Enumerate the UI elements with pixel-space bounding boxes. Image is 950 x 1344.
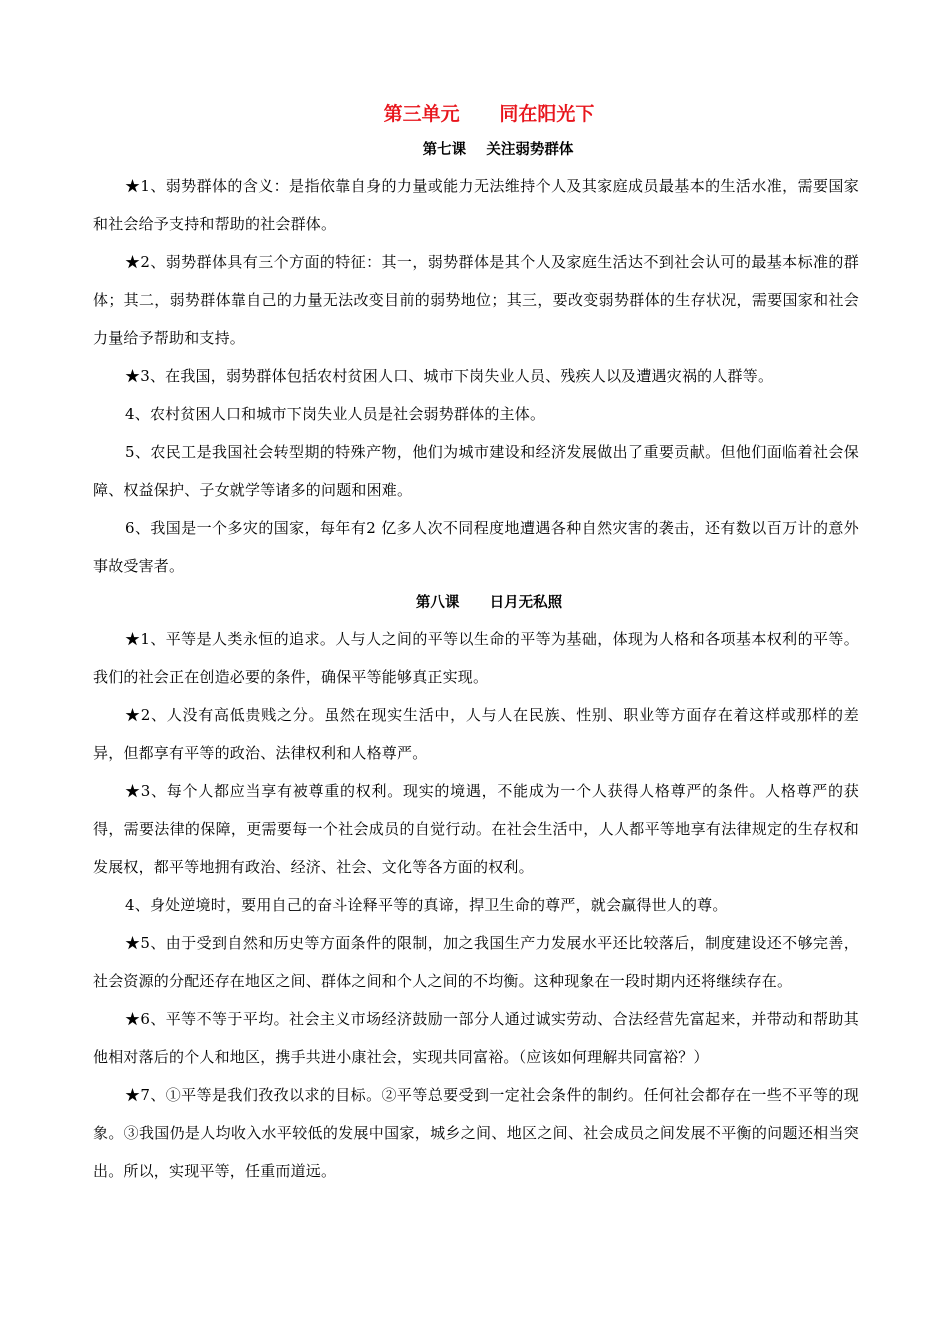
lesson-7-paragraph-2: ★2、弱势群体具有三个方面的特征：其一，弱势群体是其个人及家庭生活达不到社会认可的最基本标准的群体；其二，弱势群体靠自己的力量无法改变目前的弱势地位；其三，要改变弱势群体的生存状况，需要国家和社会力量给予帮助和支持。 <box>93 253 859 347</box>
lesson-8-paragraph-7: ★7、①平等是我们孜孜以求的目标。②平等总要受到一定社会条件的制约。任何社会都存在一些不平等的现象。③我国仍是人均收入水平较低的发展中国家，城乡之间、地区之间、社会成员之间发展不平衡的问题还相当突出。所以，实现平等，任重而道远。 <box>93 1086 859 1180</box>
lesson-8-paragraph-6: ★6、平等不等于平均。社会主义市场经济鼓励一部分人通过诚实劳动、合法经营先富起来，并带动和帮助其他相对落后的个人和地区，携手共进小康社会，实现共同富裕。（应该如何理解共同富裕？） <box>93 1010 859 1066</box>
lesson-7-paragraph-3: ★3、在我国，弱势群体包括农村贫困人口、城市下岗失业人员、残疾人以及遭遇灾祸的人群等。 <box>125 367 774 385</box>
document-page <box>93 100 859 1190</box>
lesson-8-paragraph-4: 4、身处逆境时，要用自己的奋斗诠释平等的真谛，捍卫生命的尊严，就会赢得世人的尊。 <box>125 896 728 914</box>
lesson-8-paragraph-5: ★5、由于受到自然和历史等方面条件的限制，加之我国生产力发展水平还比较落后，制度建设还不够完善，社会资源的分配还存在地区之间、群体之间和个人之间的不均衡。这种现象在一段时期内还将继续存在。 <box>93 934 859 990</box>
lesson-8-paragraph-3: ★3、每个人都应当享有被尊重的权利。现实的境遇，不能成为一个人获得人格尊严的条件。人格尊严的获得，需要法律的保障，更需要每一个社会成员的自觉行动。在社会生活中，人人都平等地享有法律规定的生存权和发展权，都平等地拥有政治、经济、社会、文化等各方面的权利。 <box>93 782 859 876</box>
lesson-8-paragraph-2: ★2、人没有高低贵贱之分。虽然在现实生活中，人与人在民族、性别、职业等方面存在着这样或那样的差异，但都享有平等的政治、法律权利和人格尊严。 <box>93 706 859 762</box>
lesson-7-paragraph-1: ★1、弱势群体的含义：是指依靠自身的力量或能力无法维持个人及其家庭成员最基本的生活水准，需要国家和社会给予支持和帮助的社会群体。 <box>93 177 859 233</box>
lesson-8-title: 第八课 日月无私照 <box>415 595 563 611</box>
lesson-7-title: 第七课 关注弱势群体 <box>422 142 574 158</box>
lesson-7-paragraph-4: 4、农村贫困人口和城市下岗失业人员是社会弱势群体的主体。 <box>125 405 546 423</box>
lesson-7-paragraph-5: 5、农民工是我国社会转型期的特殊产物，他们为城市建设和经济发展做出了重要贡献。但他们面临着社会保障、权益保护、子女就学等诸多的问题和困难。 <box>93 443 859 499</box>
lesson-7-paragraph-6: 6、我国是一个多灾的国家，每年有2 亿多人次不同程度地遭遇各种自然灾害的袭击，还有数以百万计的意外事故受害者。 <box>93 519 859 575</box>
unit-title: 第三单元 同在阳光下 <box>383 103 595 125</box>
lesson-8-paragraph-1: ★1、平等是人类永恒的追求。人与人之间的平等以生命的平等为基础，体现为人格和各项基本权利的平等。我们的社会正在创造必要的条件，确保平等能够真正实现。 <box>93 630 859 686</box>
